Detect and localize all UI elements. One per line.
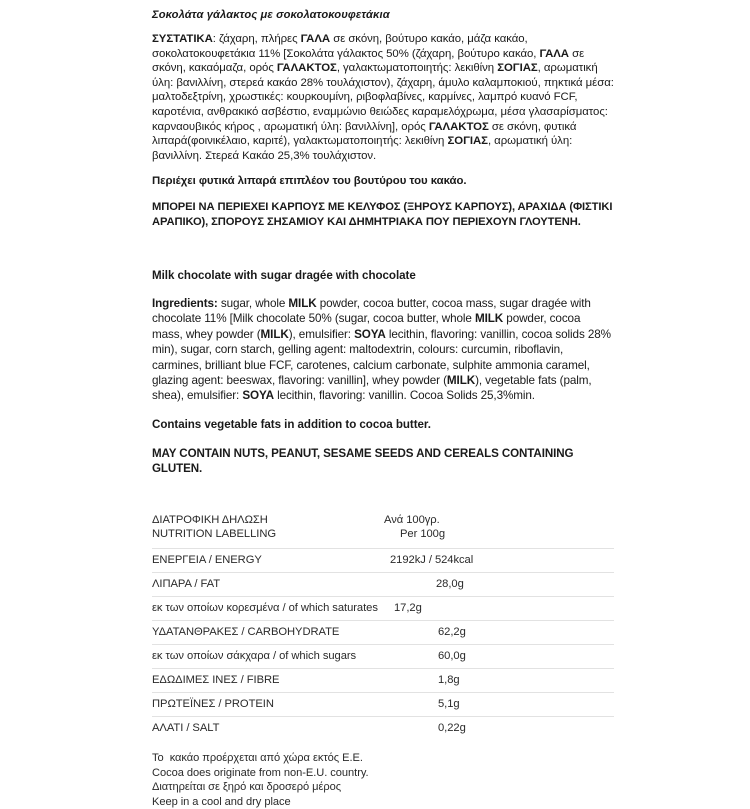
nutrition-row-value	[384, 596, 614, 620]
nutrition-row	[152, 668, 614, 692]
english-ingredients-paragraph	[152, 296, 614, 404]
english-ingredients-label: Ingredients:	[152, 296, 218, 310]
greek-vegetable-fats-note: Περιέχει φυτικά λιπαρά επιπλέον του βουτύρου του κακάο.	[152, 175, 467, 188]
nutrition-value-text: 1,8g	[438, 673, 460, 686]
nutrition-row-label: εκ των οποίων κορεσμένα / of which saturates	[152, 596, 384, 620]
english-product-title: Milk chocolate with sugar dragée with chocolate	[152, 268, 416, 282]
footer-notes	[152, 751, 614, 809]
greek-section	[152, 8, 614, 231]
footer-line-storage-greek: Διατηρείται σε ξηρό και δροσερό μέρος	[152, 781, 342, 794]
footer-line-cocoa-origin-greek: Το κακάο προέρχεται από χώρα εκτός Ε.Ε.	[152, 751, 363, 764]
nutrition-header-value-cell	[384, 508, 614, 549]
greek-ingredients-text: : ζάχαρη, πλήρες ΓΑΛΑ σε σκόνη, βούτυρο κακάο, μάζα κακάο, σοκολατοκουφετάκια 11% [Σοκολάτα γάλακτος 50% (ζάχαρη, βούτυρο κακάο, ΓΑΛΑ σε σκόνη, κακαόμαζα, ορός ΓΑΛΑΚΤΟΣ, γαλακτωματοποιητής: λεκιθίνη ΣΟΓΙΑΣ, αρωματική ύλη: βανιλλίνη, στερεά κακάο 28% τουλάχιστον), ζάχαρη, άμυλο καλαμποκιού, πηκτικά μέσα: μαλτοδεξτρίνη, χρωστικές: κουρκουμίνη, ριβοφλαβίνες, καρμίνες, λαμπρό κυανό FCF, καροτένια, ανθρακικό ασβέστιο, εναμμώνιο θειώδες καραμελόχρωμα, μέσα γλασαρίσματος: καρναουβικός κήρος , αρωματική ύλη: βανιλλίνη], ορός ΓΑΛΑΚΤΟΣ σε σκόνη, φυτικά λιπαρά(φοινικέλαιο, καριτέ), γαλακτωματοποιητής: λεκιθίνη ΣΟΓΙΑΣ, αρωματική ύλη: βανιλλίνη. Στερεά Κακάο 25,3% τουλάχιστον.	[152, 33, 614, 162]
nutrition-table	[152, 508, 614, 740]
nutrition-row-value	[384, 668, 614, 692]
footer-line-cocoa-origin-english: Cocoa does originate from non-E.U. country.	[152, 766, 369, 779]
nutrition-row	[152, 572, 614, 596]
nutrition-value-text: 60,0g	[438, 649, 466, 662]
nutrition-header-value-english: Per 100g	[400, 528, 446, 541]
nutrition-row	[152, 644, 614, 668]
nutrition-value-text: 62,2g	[438, 625, 466, 638]
greek-allergen-warning: ΜΠΟΡΕΙ ΝΑ ΠΕΡΙΕΧΕΙ ΚΑΡΠΟΥΣ ΜΕ ΚΕΛΥΦΟΣ (ΞΗΡΟΥΣ ΚΑΡΠΟΥΣ), ΑΡΑΧΙΔΑ (ΦΙΣΤΙΚΙ ΑΡΑΠΙΚΟ), ΣΠΟΡΟΥΣ ΣΗΣΑΜΙΟΥ ΚΑΙ ΔΗΜΗΤΡΙΑΚΑ ΠΟΥ ΠΕΡΙΕΧΟΥΝ ΓΛΟΥΤΕΝΗ.	[152, 200, 613, 229]
nutrition-header-label-greek: ΔΙΑΤΡΟΦΙΚΗ ΔΗΛΩΣΗ	[152, 513, 268, 526]
label-content	[152, 8, 614, 809]
nutrition-row-value	[384, 620, 614, 644]
nutrition-value-text: 2192kJ / 524kcal	[390, 553, 474, 566]
nutrition-row-label: ΕΔΩΔΙΜΕΣ ΙΝΕΣ / FIBRE	[152, 668, 384, 692]
english-section	[152, 268, 614, 476]
nutrition-value-text: 17,2g	[394, 601, 422, 614]
nutrition-header-label-cell	[152, 508, 384, 549]
nutrition-header-value-greek: Ανά 100γρ.	[384, 513, 440, 526]
footer-line-storage-english: Keep in a cool and dry place	[152, 795, 291, 808]
nutrition-value-text: 0,22g	[438, 721, 466, 734]
nutrition-row-label: ΕΝΕΡΓΕΙΑ / ENERGY	[152, 548, 384, 572]
nutrition-row	[152, 620, 614, 644]
nutrition-row-value	[384, 716, 614, 740]
nutrition-value-text: 5,1g	[438, 697, 460, 710]
nutrition-row	[152, 548, 614, 572]
nutrition-row-label: ΥΔΑΤΑΝΘΡΑΚΕΣ / CARBOHYDRATE	[152, 620, 384, 644]
nutrition-row-label: εκ των οποίων σάκχαρα / of which sugars	[152, 644, 384, 668]
nutrition-row-label: ΠΡΩΤΕΪΝΕΣ / PROTEIN	[152, 692, 384, 716]
english-ingredients-text: sugar, whole MILK powder, cocoa butter, cocoa mass, sugar dragée with chocolate 11% [Milk chocolate 50% (sugar, cocoa butter, whole MILK powder, cocoa mass, whey powder (MILK), emulsifier: SOYA lecithin, flavoring: vanillin, cocoa solids 28% min), sugar, corn starch, gelling agent: maltodextrin, colours: curcumin, riboflavin, carmines, brilliant blue FCF, carotenes, calcium carbonate, sulphite ammonia caramel, glazing agent: beeswax, flavoring: vanillin], whey powder (MILK), vegetable fats (palm, shea), emulsifier: SOYA lecithin, flavoring: vanillin. Cocoa Solids 25,3%min.	[152, 296, 611, 403]
nutrition-row-value	[384, 692, 614, 716]
nutrition-row	[152, 692, 614, 716]
greek-ingredients-label: ΣΥΣΤΑΤΙΚΑ	[152, 33, 213, 45]
nutrition-header-row	[152, 508, 614, 549]
english-vegetable-fats-note: Contains vegetable fats in addition to cocoa butter.	[152, 417, 431, 431]
nutrition-row-value	[384, 548, 614, 572]
nutrition-value-text: 28,0g	[436, 577, 464, 590]
nutrition-row-value	[384, 572, 614, 596]
nutrition-row-value	[384, 644, 614, 668]
english-allergen-warning: MAY CONTAIN NUTS, PEANUT, SESAME SEEDS AND CEREALS CONTAINING GLUTEN.	[152, 446, 574, 475]
greek-ingredients-paragraph	[152, 32, 614, 163]
nutrition-row	[152, 716, 614, 740]
greek-product-title: Σοκολάτα γάλακτος με σοκολατοκουφετάκια	[152, 9, 390, 21]
nutrition-row-label: ΛΙΠΑΡΑ / FAT	[152, 572, 384, 596]
nutrition-row	[152, 596, 614, 620]
nutrition-header-label-english: NUTRITION LABELLING	[152, 528, 277, 541]
nutrition-row-label: ΑΛΑΤΙ / SALT	[152, 721, 220, 734]
